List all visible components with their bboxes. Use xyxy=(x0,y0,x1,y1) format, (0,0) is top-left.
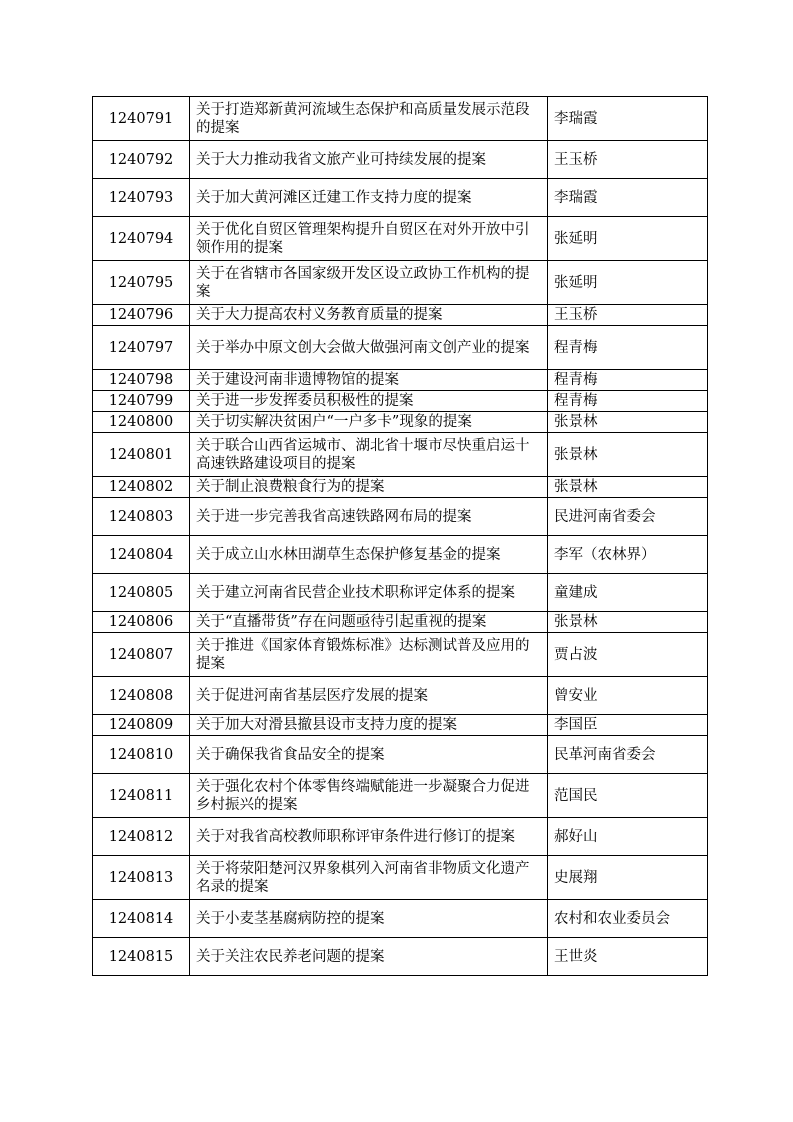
proposal-title: 关于推进《国家体育锻炼标准》达标测试普及应用的提案 xyxy=(190,633,548,677)
proposal-id: 1240800 xyxy=(93,412,190,433)
proposal-author: 范国民 xyxy=(548,774,708,818)
proposal-author: 张延明 xyxy=(548,261,708,305)
proposal-id: 1240810 xyxy=(93,736,190,774)
table-row xyxy=(93,326,708,370)
proposal-title: 关于打造郑新黄河流域生态保护和高质量发展示范段的提案 xyxy=(190,97,548,141)
proposal-id: 1240801 xyxy=(93,433,190,477)
proposal-author: 张景林 xyxy=(548,612,708,633)
proposal-title: 关于关注农民养老问题的提案 xyxy=(190,938,548,976)
proposal-id: 1240814 xyxy=(93,900,190,938)
proposal-author: 贾占波 xyxy=(548,633,708,677)
table-row xyxy=(93,736,708,774)
table-row xyxy=(93,900,708,938)
table-row xyxy=(93,818,708,856)
proposal-id: 1240802 xyxy=(93,477,190,498)
proposal-author: 民革河南省委会 xyxy=(548,736,708,774)
table-row xyxy=(93,179,708,217)
table-row xyxy=(93,370,708,391)
proposal-author: 民进河南省委会 xyxy=(548,498,708,536)
proposal-author: 张景林 xyxy=(548,412,708,433)
proposal-title: 关于小麦茎基腐病防控的提案 xyxy=(190,900,548,938)
proposal-title: 关于促进河南省基层医疗发展的提案 xyxy=(190,677,548,715)
table-row xyxy=(93,574,708,612)
proposal-author: 张延明 xyxy=(548,217,708,261)
proposal-title: 关于加大对滑县撤县设市支持力度的提案 xyxy=(190,715,548,736)
proposal-title: 关于举办中原文创大会做大做强河南文创产业的提案 xyxy=(190,326,548,370)
proposal-id: 1240796 xyxy=(93,305,190,326)
proposal-id: 1240815 xyxy=(93,938,190,976)
table-row xyxy=(93,261,708,305)
proposal-author: 程青梅 xyxy=(548,326,708,370)
proposal-id: 1240797 xyxy=(93,326,190,370)
proposal-id: 1240805 xyxy=(93,574,190,612)
proposal-author: 张景林 xyxy=(548,433,708,477)
proposal-id: 1240812 xyxy=(93,818,190,856)
proposal-author: 农村和农业委员会 xyxy=(548,900,708,938)
proposal-author: 曾安业 xyxy=(548,677,708,715)
proposal-title: 关于强化农村个体零售终端赋能进一步凝聚合力促进乡村振兴的提案 xyxy=(190,774,548,818)
proposal-table xyxy=(92,96,708,976)
proposal-id: 1240811 xyxy=(93,774,190,818)
proposal-author: 王玉桥 xyxy=(548,141,708,179)
table-row xyxy=(93,391,708,412)
proposal-author: 王世炎 xyxy=(548,938,708,976)
proposal-id: 1240798 xyxy=(93,370,190,391)
table-row xyxy=(93,612,708,633)
proposal-title: 关于建设河南非遗博物馆的提案 xyxy=(190,370,548,391)
proposal-title: 关于大力推动我省文旅产业可持续发展的提案 xyxy=(190,141,548,179)
proposal-title: 关于在省辖市各国家级开发区设立政协工作机构的提案 xyxy=(190,261,548,305)
proposal-author: 李国臣 xyxy=(548,715,708,736)
proposal-title: 关于成立山水林田湖草生态保护修复基金的提案 xyxy=(190,536,548,574)
proposal-id: 1240799 xyxy=(93,391,190,412)
proposal-author: 李军（农林界） xyxy=(548,536,708,574)
proposal-author: 李瑞霞 xyxy=(548,179,708,217)
proposal-author: 王玉桥 xyxy=(548,305,708,326)
proposal-id: 1240807 xyxy=(93,633,190,677)
proposal-id: 1240804 xyxy=(93,536,190,574)
proposal-id: 1240813 xyxy=(93,856,190,900)
proposal-id: 1240792 xyxy=(93,141,190,179)
proposal-title: 关于将荥阳楚河汉界象棋列入河南省非物质文化遗产名录的提案 xyxy=(190,856,548,900)
proposal-author: 程青梅 xyxy=(548,370,708,391)
proposal-title: 关于“直播带货”存在问题亟待引起重视的提案 xyxy=(190,612,548,633)
table-row xyxy=(93,305,708,326)
table-row xyxy=(93,677,708,715)
proposal-id: 1240794 xyxy=(93,217,190,261)
proposal-author: 郝好山 xyxy=(548,818,708,856)
proposal-title: 关于进一步发挥委员积极性的提案 xyxy=(190,391,548,412)
proposal-table-body xyxy=(93,97,708,976)
table-row xyxy=(93,938,708,976)
proposal-author: 童建成 xyxy=(548,574,708,612)
proposal-title: 关于大力提高农村义务教育质量的提案 xyxy=(190,305,548,326)
proposal-id: 1240809 xyxy=(93,715,190,736)
proposal-title: 关于加大黄河滩区迁建工作支持力度的提案 xyxy=(190,179,548,217)
proposal-id: 1240806 xyxy=(93,612,190,633)
table-row xyxy=(93,498,708,536)
table-row xyxy=(93,536,708,574)
proposal-author: 程青梅 xyxy=(548,391,708,412)
proposal-author: 李瑞霞 xyxy=(548,97,708,141)
proposal-author: 史展翔 xyxy=(548,856,708,900)
proposal-id: 1240791 xyxy=(93,97,190,141)
proposal-author: 张景林 xyxy=(548,477,708,498)
table-row xyxy=(93,97,708,141)
proposal-title: 关于建立河南省民营企业技术职称评定体系的提案 xyxy=(190,574,548,612)
proposal-title: 关于制止浪费粮食行为的提案 xyxy=(190,477,548,498)
proposal-title: 关于进一步完善我省高速铁路网布局的提案 xyxy=(190,498,548,536)
proposal-id: 1240808 xyxy=(93,677,190,715)
proposal-title: 关于确保我省食品安全的提案 xyxy=(190,736,548,774)
proposal-title: 关于优化自贸区管理架构提升自贸区在对外开放中引领作用的提案 xyxy=(190,217,548,261)
table-row xyxy=(93,141,708,179)
table-row xyxy=(93,856,708,900)
proposal-title: 关于对我省高校教师职称评审条件进行修订的提案 xyxy=(190,818,548,856)
proposal-id: 1240793 xyxy=(93,179,190,217)
table-row xyxy=(93,477,708,498)
table-row xyxy=(93,715,708,736)
proposal-id: 1240795 xyxy=(93,261,190,305)
table-row xyxy=(93,217,708,261)
proposal-title: 关于联合山西省运城市、湖北省十堰市尽快重启运十高速铁路建设项目的提案 xyxy=(190,433,548,477)
table-row xyxy=(93,774,708,818)
table-row xyxy=(93,412,708,433)
table-row xyxy=(93,633,708,677)
proposal-title: 关于切实解决贫困户“一户多卡”现象的提案 xyxy=(190,412,548,433)
proposal-id: 1240803 xyxy=(93,498,190,536)
table-row xyxy=(93,433,708,477)
